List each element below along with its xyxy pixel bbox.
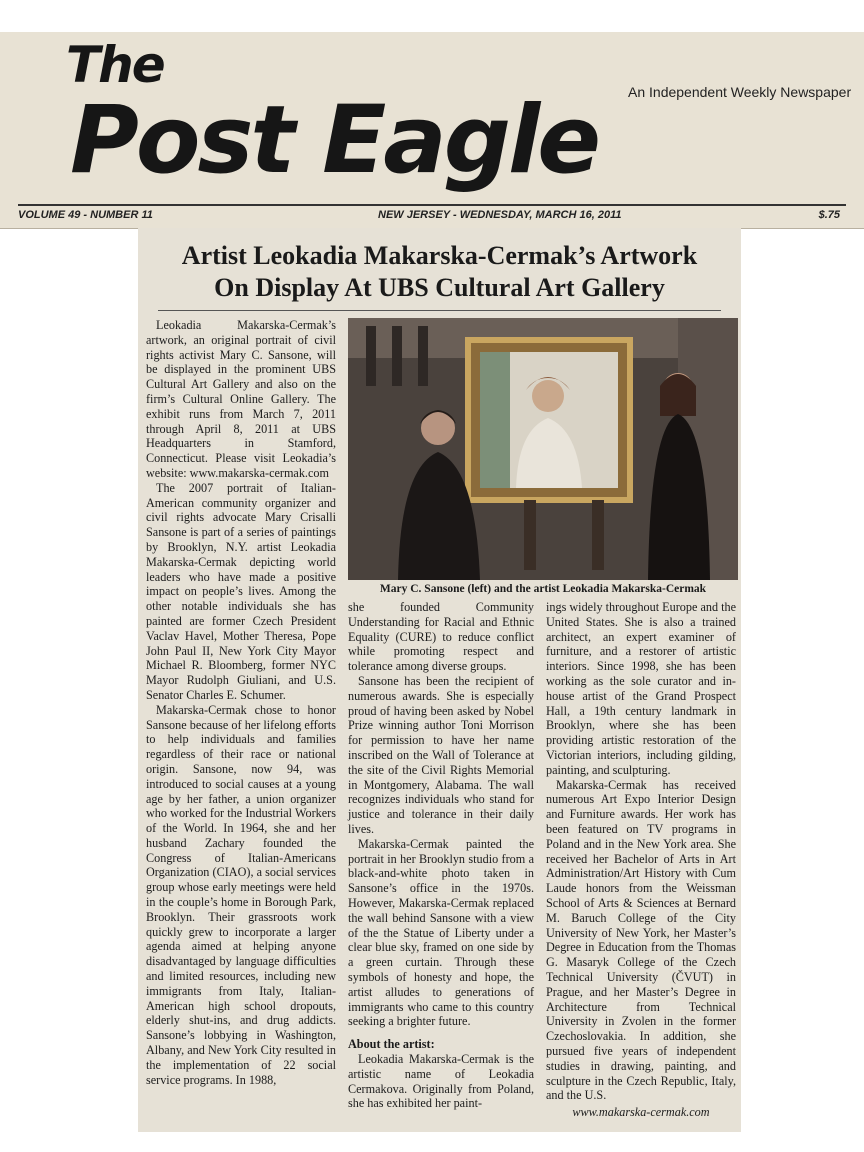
paragraph: Makarska-Cermak painted the portrait in her Brooklyn studio from a black-and-white photo taken in Sansone’s office in the 1970s. However, Makarska-Cermak replaced the wall behind Sansone with a view of the the Statue of Liberty under a clear blue sky, framed on one side by a green curtain. Through these symbols of honesty and hope, the artist alludes to generations of immigrants who came to this country seeking a brighter future. [348,836,534,1029]
article-clipping [138,228,741,1132]
price: $.75 [818,209,840,221]
volume-number: VOLUME 49 - NUMBER 11 [18,209,153,221]
masthead-info-bar [18,209,840,223]
headline-rule [158,310,721,311]
paragraph: Makarska-Cermak has received numerous Art Expo Interior Design and Furniture awards. Her work has been featured on TV programs in Poland and in the New York area. She received her Bachelor of Arts in Art Administration/Art History with Cum Laude honors from the Weissman School of Arts & Sciences at Bernard M. Baruch College of the City University of New York, her Master’s Degree in Education from the Thomas G. Masaryk College of the Czech Technical University (ČVUT) in Prague, and her Master’s Degree in Architecture from Technical University in Zvolen in the former Czechoslovakia. In addition, she pursued five years of independent studies in drawing, painting, and sculpture in the Czech Republic, Italy, and the U.S. [546,777,736,1103]
artist-website: www.makarska-cermak.com [572,1105,710,1120]
about-artist-heading: About the artist: [348,1037,435,1052]
dateline: NEW JERSEY - WEDNESDAY, MARCH 16, 2011 [378,209,622,221]
masthead-title: Post Eagle [70,86,598,195]
masthead-tagline: An Independent Weekly Newspaper [628,84,852,100]
paragraph: Makarska-Cermak chose to honor Sansone because of her lifelong efforts to help individuals and families regardless of their race or national origin. Sansone, now 94, was introduced to social causes at a young age by her father, a union organizer who worked for the Industrial Workers of the World. In 1964, she and her husband Zachary founded the Congress of Italian-Americans Organization (CIAO), a social services group whose early meetings were held in the couple’s home in Borough Park, Brooklyn. Their grassroots work quickly grew to incorporate a larger agenda aimed at helping anyone disadvantaged by language difficulties and limited resources, including new immigrants from Italy, Italian-American high school dropouts, elderly shut-ins, and drug addicts. Sansone’s lobbying in Washington, Albany, and New York City resulted in the implementation of 22 social service programs. In 1988, [146,702,336,1087]
article-column-3 [546,600,736,1120]
paragraph: Leokadia Makarska-Cermak’s artwork, an original portrait of civil rights activist Mary C. Sansone, will be displayed in the prominent UBS Cultural Art Gallery and also on the firm’s Cultural Online Gallery. The exhibit runs from March 7, 2011 through April 8, 2011 at UBS Headquarters in Stamford, Connecticut. Please visit Leokadia’s website: www.makarska-cermak.com [146,318,336,480]
article-column-1 [146,318,336,1087]
headline-line-1: Artist Leokadia Makarska-Cermak’s Artwork [181,241,698,270]
masthead-rule [18,204,846,206]
photo-caption: Mary C. Sansone (left) and the artist Leokadia Makarska-Cermak [379,583,707,595]
photo-illustration [348,318,738,580]
article-photo [348,318,738,580]
headline-line-2: On Display At UBS Cultural Art Gallery [214,273,665,302]
article-headline [138,240,741,304]
paragraph: Leokadia Makarska-Cermak is the artistic name of Leokadia Cermakova. Originally from Poland, she has exhibited her paint- [348,1051,534,1111]
masthead [0,32,864,229]
article-column-2 [348,600,534,1111]
masthead-title-the: The [66,36,164,94]
paragraph: Sansone has been the recipient of numerous awards. She is especially proud of having been asked by Nobel Prize winning author Toni Morrison for permission to have her name inscribed on the Wall of Tolerance at the site of the Civil Rights Memorial in Montgomery, Alabama. The wall recognizes individuals who stand for justice and tolerance in their daily lives. [348,673,534,836]
paragraph: The 2007 portrait of Italian-American community organizer and civil rights advocate Mary Crisalli Sansone is part of a series of paintings by Brooklyn, N.Y. artist Leokadia Makarska-Cermak depicting world leaders who have made a positive impact on people’s lives. Among the other notable individuals she has painted are former Czech President Vaclav Havel, Mother Theresa, Pope John Paul II, New York City Mayor Michael R. Bloomberg, former NYC Mayor Rudolph Giuliani, and U.S. Senator Charles E. Schumer. [146,480,336,702]
paragraph: she founded Community Understanding for Racial and Ethnic Equality (CURE) to reduce conflict while promoting respect and tolerance among diverse groups. [348,600,534,674]
paragraph: ings widely throughout Europe and the United States. She is also a trained architect, an expert examiner of furniture, and a restorer of artistic interiors. Since 1998, she has been working as the sole curator and in-house artist of the Grand Prospect Hall, a 19th century landmark in Brooklyn, where she has been providing artistic restoration of the Victorian interiors, including gilding, painting, and sculpturing. [546,600,736,777]
